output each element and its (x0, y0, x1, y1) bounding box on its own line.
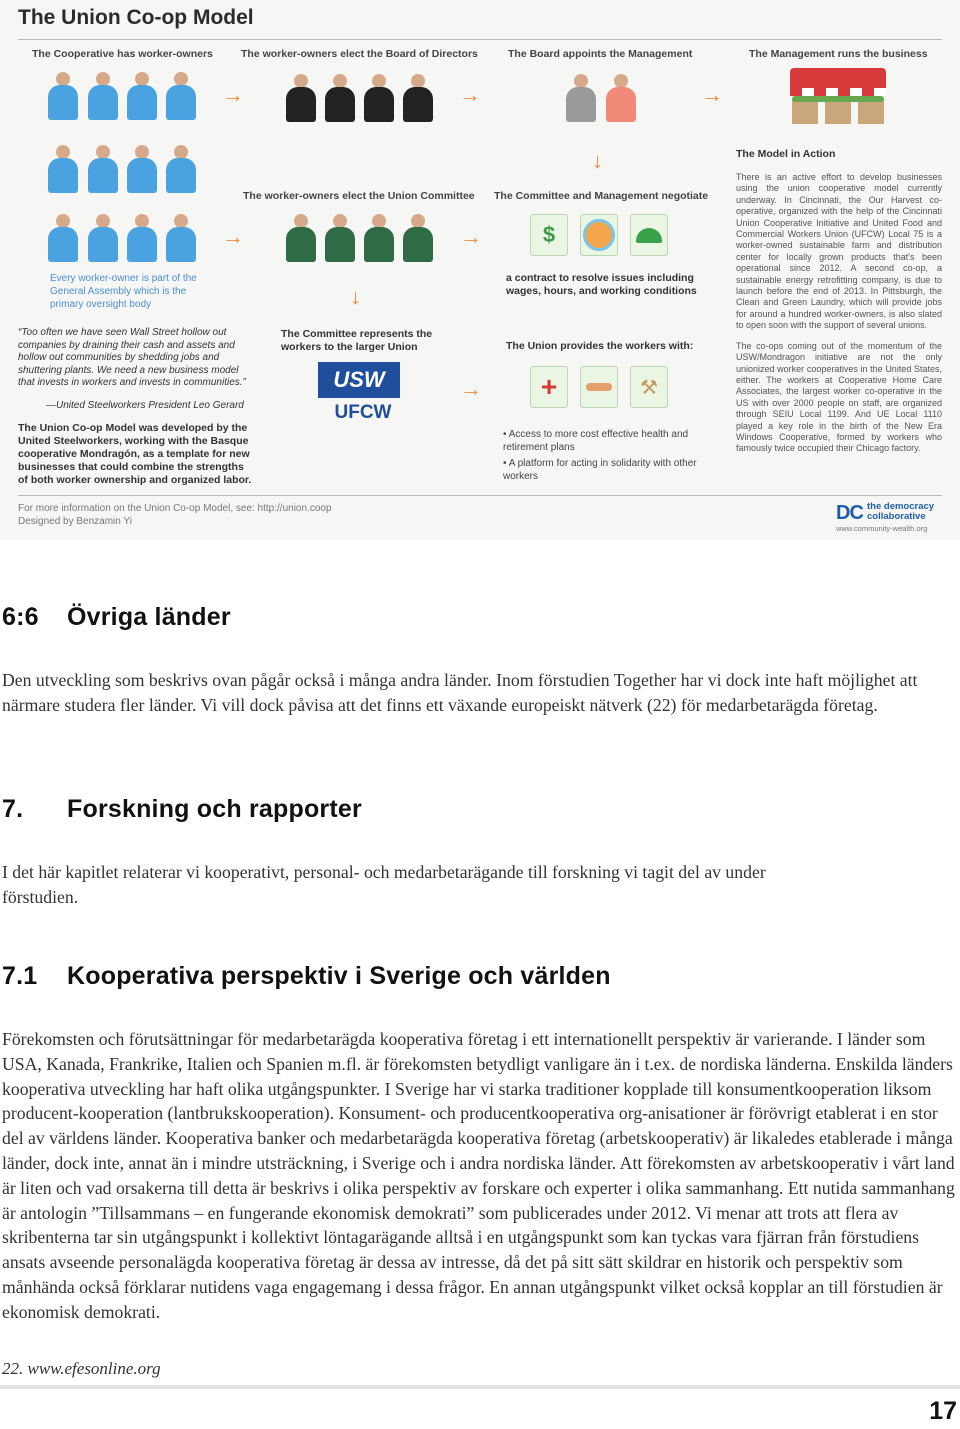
arrow-right-icon: → (459, 82, 481, 107)
step-label-1: The Cooperative has worker-owners (32, 48, 213, 60)
divider (18, 39, 942, 40)
represents-label: The Committee represents the workers to the larger Union (281, 328, 433, 353)
democracy-collaborative-logo (836, 502, 946, 536)
contract-text: a contract to resolve issues including wages, hours, and working conditions (506, 272, 697, 297)
section-title: Forskning och rapporter (67, 795, 362, 823)
union-coop-infographic (0, 0, 960, 540)
page-divider (0, 1385, 960, 1389)
side-panel-title: The Model in Action (736, 148, 836, 160)
section-heading (2, 795, 362, 824)
ufcw-logo-text: UFCW (334, 402, 392, 423)
section-paragraph: I det här kapitlet relaterar vi kooperativt, personal- och medarbetarägande till forskning vi tagit del av under förstudien. (2, 862, 766, 907)
section-heading (2, 962, 611, 991)
benefit-solidarity: • A platform for acting in solidarity with other workers (503, 458, 697, 482)
section-heading (2, 603, 231, 632)
quote-attribution: —United Steelworkers President Leo Gerard (46, 400, 244, 411)
quote-text: “Too often we have seen Wall Street hollow out companies by draining their cash and assets and hollow out communities by shedding jobs and shuttering plants. We need a new business model that invests in workers and invests in communities.” (18, 327, 246, 388)
arrow-right-icon: → (701, 82, 723, 107)
worker-icon (88, 214, 118, 262)
board-member-icon (364, 74, 394, 122)
board-member-icon (325, 74, 355, 122)
usw-logo-text: USW (333, 367, 385, 392)
manager-icon (606, 74, 636, 122)
arrow-right-icon: → (222, 224, 244, 249)
board-member-icon (403, 74, 433, 122)
ufcw-logo (328, 402, 398, 424)
step-label-3: The Board appoints the Management (508, 48, 693, 60)
clock-icon (580, 214, 618, 256)
section-number: 7. (2, 795, 24, 823)
arrow-down-icon: ↓ (350, 284, 361, 309)
board-member-icon (286, 74, 316, 122)
general-assembly-note: Every worker-owner is part of the General Assembly which is the primary oversight body (50, 273, 197, 310)
section-number: 7.1 (2, 962, 38, 990)
negotiate-label: The Committee and Management negotiate (494, 190, 709, 202)
footnote: 22. www.efesonline.org (2, 1359, 161, 1378)
committee-member-icon (364, 214, 394, 262)
dc-logo-mark: DC (836, 502, 863, 524)
committee-member-icon (325, 214, 355, 262)
worker-icon (48, 145, 78, 193)
arrow-right-icon: → (222, 82, 244, 107)
provides-label: The Union provides the workers with: (506, 340, 694, 352)
worker-icon (88, 72, 118, 120)
infographic-title: The Union Co-op Model (18, 6, 254, 29)
storefront-icon (790, 68, 886, 126)
worker-icon (48, 72, 78, 120)
benefit-health: • Access to more cost effective health and retirement plans (503, 429, 689, 453)
section-paragraph: Förekomsten och förutsättningar för medarbetarägda kooperativa företag i ett internationellt perspektiv är varierande. I länder som USA, Kanada, Frankrike, Italien och Spanien m.fl. är förekomsten betydligt vanligare än i t.ex. de nordiska länderna. Enskilda länders kooperativa utveckling har haft olika utgångspunkter. I Sverige har vi starka traditioner kopplade till konsumentkooperation liksom producent-kooperation (lantbrukskooperation). Konsument- och producentkooperativa org-anisationer är förövrigt etablerat i en stor del av världens länder. Kooperativa banker och medarbetarägda kooperativa företag (arbetskooperativ) är likaledes etablerade i många länder, dock inte, annat än i mindre utsträckning, i Sverige och i andra nordiska länder. Att förekomsten av arbetskooperativ i vårt land är liten och vad orsakerna till detta är beskrivs i olika perspektiv av forskare och experter i olika sammanhang. Ett nutida sammanhang är antologin ”Tillsammans – en fungerande ekonomisk demokrati” som publicerades under 2012. Vi menar att trots att flera av skribenterna tar sin utgångspunkt i kollektivt löntagarägande alltså i en utgångspunkt som kan tyckas vara fjärran från förstudiens ansats avseende personalägda kooperativa företag är dessa av intresse, då det på sitt sätt skildrar en historik och perspektiv som månhända också förklarar nutidens vaga engagemang i dessa frågor. En annan utgångspunkt vilket också kopplar an till förstudien är ekonomisk demokrati. (2, 1029, 955, 1322)
arrow-down-icon: ↓ (592, 148, 603, 173)
worker-icon (127, 214, 157, 262)
hard-hat-icon (630, 214, 668, 256)
side-panel-text-1: There is an active effort to develop businesses using the union cooperative model currently underway. In Cincinnati, the Our Harvest co-operative, organized with the help of the Cincinnati Union Cooperative Initiative and United Food and Commercial Workers Union (UFCW) Local 75 is a worker-owned sustainable farm and distribution center for locally grown products that's been operational since 2012. A second co-op, a sustainable energy retrofitting company, is due to launch before the end of 2013. In Pittsburgh, the Clean and Green Laundry, which will provide jobs for around a hundred worker-owners, is also slated to open soon with the support of several unions. (736, 172, 942, 331)
side-panel-text-2: The co-ops coming out of the momentum of the USW/Mondragon initiative are not the only unionized worker cooperatives in the United States, either. The workers at Cooperative Home Care Associates, the largest worker co-operative in the US with over 2000 people on staff, are organized through SEIU Local 1199. And UE Local 1110 played a key role in the birth of the New Era Windows Cooperative, formed by workers who famously twice occupied their Chicago factory. (736, 340, 942, 454)
arrow-right-icon: → (460, 376, 482, 401)
arrow-right-icon: → (460, 224, 482, 249)
developed-text: The Union Co-op Model was developed by the United Steelworkers, working with the Basque cooperative Mondragón, as a template for new businesses that could combine the strengths of both worker ownership and organized labor. (18, 422, 252, 486)
committee-member-icon (403, 214, 433, 262)
divider (18, 495, 942, 496)
footer-url-line: For more information on the Union Co-op Model, see: http://union.coop (18, 503, 332, 514)
worker-icon (48, 214, 78, 262)
page-number: 17 (929, 1397, 957, 1425)
model-in-action-panel (736, 148, 942, 488)
worker-icon (166, 72, 196, 120)
committee-label: The worker-owners elect the Union Committee (243, 190, 475, 202)
worker-icon (166, 214, 196, 262)
usw-logo (318, 362, 400, 398)
section-number: 6:6 (2, 603, 39, 631)
manager-icon (566, 74, 596, 122)
worker-icon (127, 145, 157, 193)
tools-icon: ⚒ (630, 366, 668, 408)
step-label-4: The Management runs the business (749, 48, 928, 60)
dc-logo-line2: collaborative (867, 511, 926, 522)
worker-icon (88, 145, 118, 193)
dc-logo-line1: the democracy (867, 501, 935, 512)
section-paragraph: Den utveckling som beskrivs ovan pågår också i många andra länder. Inom förstudien Together har vi dock inte haft möjlighet att närmare studera fler länder. Vi vill dock påvisa att det finns ett växande europeiskt nätverk (22) för medarbetarägda företag. (2, 670, 918, 715)
worker-icon (166, 145, 196, 193)
committee-member-icon (286, 214, 316, 262)
step-label-2: The worker-owners elect the Board of Directors (241, 48, 478, 60)
health-cross-icon: + (530, 366, 568, 408)
footer-designer-line: Designed by Benzamin Yi (18, 516, 132, 527)
worker-icon (127, 72, 157, 120)
handshake-icon (580, 366, 618, 408)
section-title: Kooperativa perspektiv i Sverige och världen (67, 962, 611, 990)
section-title: Övriga länder (67, 603, 231, 631)
dc-logo-url: www.community-wealth.org (836, 524, 928, 533)
dollar-icon: $ (530, 214, 568, 256)
